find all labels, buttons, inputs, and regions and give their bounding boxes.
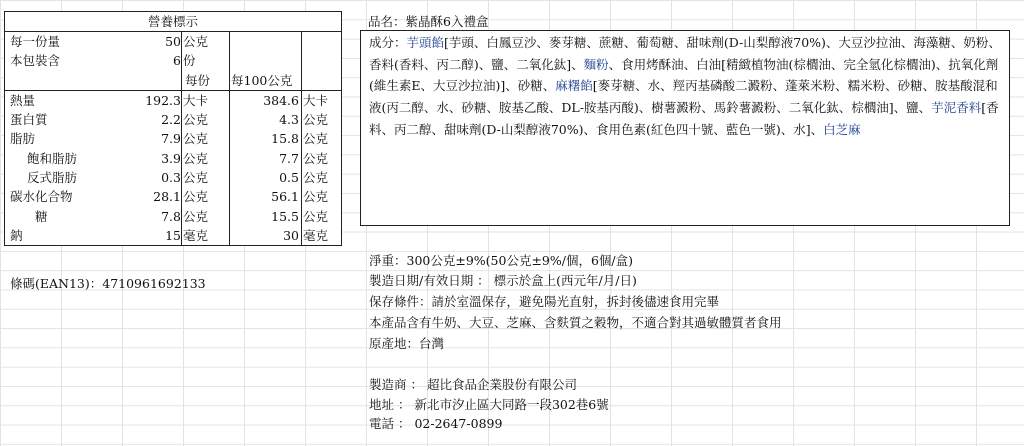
ingredient-highlight: 芋頭餡: [406, 35, 445, 50]
row-value: 0.3: [161, 170, 181, 186]
nutrition-table: [4, 11, 342, 246]
table-row: [5, 110, 341, 129]
row-value-100g: 4.3: [279, 112, 299, 128]
table-row: [5, 207, 341, 226]
ingredient-text: 、食用烤酥油、白油[精緻植物油(棕櫚油、完全氫化棕櫚油)、抗氧化劑(維生素E、大豆沙拉油)]、砂糖、: [369, 56, 999, 94]
ingredient-highlight: 麵粉: [583, 56, 609, 72]
serving-size-label: 每一份量: [10, 34, 61, 49]
row-unit-100g: 公克: [303, 208, 329, 224]
row-label: 飽和脂肪: [27, 150, 78, 166]
phone: 電話 ： 02-2647-0899: [369, 416, 503, 431]
net-weight: 淨重：300公克±9%(50公克±9%/個，6個/盒): [369, 253, 634, 268]
serving-size-row: [5, 32, 341, 51]
row-unit: 公克: [183, 150, 209, 166]
row-unit-100g: 毫克: [303, 227, 329, 243]
row-label: 熱量: [10, 92, 36, 108]
ingredient-highlight: 芋泥香料: [931, 100, 982, 116]
serving-size-unit: 公克: [183, 34, 209, 49]
ingredient-text: [香料、丙二醇、甜味劑(D-山梨醇液70%)、食用色素(紅色四十號、藍色一號)、水]、: [369, 100, 999, 137]
servings-label: 本包裝含: [10, 53, 61, 69]
servings-row: [5, 51, 341, 70]
serving-size-value: 50: [165, 34, 181, 49]
column-header-row: [5, 71, 341, 91]
ingredient-text: [麥芽糖、水、羥丙基磷酸二澱粉、蓬萊米粉、糯米粉、砂糖、胺基酸混和液(丙二醇、水、砂糖、胺基乙酸、DL-胺基丙酸)、樹薯澱粉、馬鈴薯澱粉、二氧化鈦、棕櫚油]、鹽、: [369, 78, 998, 116]
ingredient-text: [芋頭、白鳳豆沙、麥芽糖、蔗糖、葡萄糖、甜味劑(D-山梨醇液70%)、大豆沙拉油、海藻糖、奶粉、香料(香料、丙二醇)、鹽、二氧化鈦]、: [369, 35, 1001, 72]
row-value: 2.2: [161, 112, 181, 128]
row-unit-100g: 公克: [303, 170, 329, 186]
row-value-100g: 30: [283, 227, 299, 243]
row-value: 15: [165, 227, 181, 243]
row-value: 192.3: [145, 92, 181, 108]
row-label: 鈉: [10, 227, 23, 243]
origin: 原產地：台灣: [369, 336, 445, 351]
ingredients-prefix: 成分：: [369, 35, 407, 50]
row-unit-100g: 公克: [303, 150, 329, 166]
table-row: [5, 226, 341, 245]
servings-value: 6: [173, 53, 181, 69]
row-value-100g: 7.7: [279, 150, 299, 166]
row-label: 反式脂肪: [27, 170, 78, 186]
row-label: 碳水化合物: [10, 189, 73, 205]
row-unit: 毫克: [183, 227, 209, 243]
row-value-100g: 384.6: [263, 92, 299, 108]
table-row: [5, 187, 341, 206]
table-row: [5, 91, 341, 110]
row-value: 7.8: [161, 208, 181, 224]
manufacturer: 製造商 ： 超比食品企業股份有限公司: [369, 377, 577, 392]
table-row: [5, 129, 341, 148]
row-unit-100g: 公克: [303, 112, 329, 128]
row-value: 7.9: [161, 131, 181, 147]
ingredients-box: [360, 30, 1010, 226]
row-unit-100g: 大卡: [303, 92, 329, 108]
row-value-100g: 0.5: [279, 170, 299, 186]
servings-unit: 份: [183, 53, 196, 69]
row-label: 脂肪: [10, 131, 36, 147]
row-unit: 公克: [183, 170, 209, 186]
allergen-notice: 本產品含有牛奶、大豆、芝麻、含麩質之穀物，不適合對其過敏體質者食用: [369, 315, 782, 330]
col-per-serving: 每份: [185, 72, 211, 88]
nutrition-title: 營養標示: [5, 12, 341, 32]
row-value-100g: 56.1: [271, 189, 299, 205]
row-value: 28.1: [153, 189, 181, 205]
table-row: [5, 168, 341, 187]
ingredient-highlight: 麻糬餡: [555, 78, 593, 94]
col-per-100g: 每100公克: [231, 72, 293, 88]
address: 地址 ： 新北市汐止區大同路一段302巷6號: [369, 397, 609, 412]
row-label: 糖: [35, 208, 48, 224]
row-unit-100g: 公克: [303, 131, 329, 147]
row-unit-100g: 公克: [303, 189, 329, 205]
storage-conditions: 保存條件：請於室溫保存，避免陽光直射，拆封後儘速食用完畢: [369, 294, 720, 309]
row-unit: 公克: [183, 208, 209, 224]
table-row: [5, 149, 341, 168]
row-unit: 公克: [183, 112, 209, 128]
row-unit: 大卡: [183, 92, 209, 108]
manufacture-date: 製造日期/有效日期 ： 標示於盒上(西元年/月/日): [369, 273, 637, 288]
product-name: 品名：紫晶酥6入禮盒: [368, 14, 489, 29]
row-label: 蛋白質: [10, 112, 48, 128]
ingredient-highlight: 白芝麻: [823, 121, 861, 137]
row-value-100g: 15.8: [271, 131, 299, 147]
row-unit: 公克: [183, 189, 209, 205]
row-unit: 公克: [183, 131, 209, 147]
barcode-text: 條碼(EAN13)：4710961692133: [10, 276, 206, 291]
row-value: 3.9: [161, 150, 181, 166]
row-value-100g: 15.5: [271, 208, 299, 224]
